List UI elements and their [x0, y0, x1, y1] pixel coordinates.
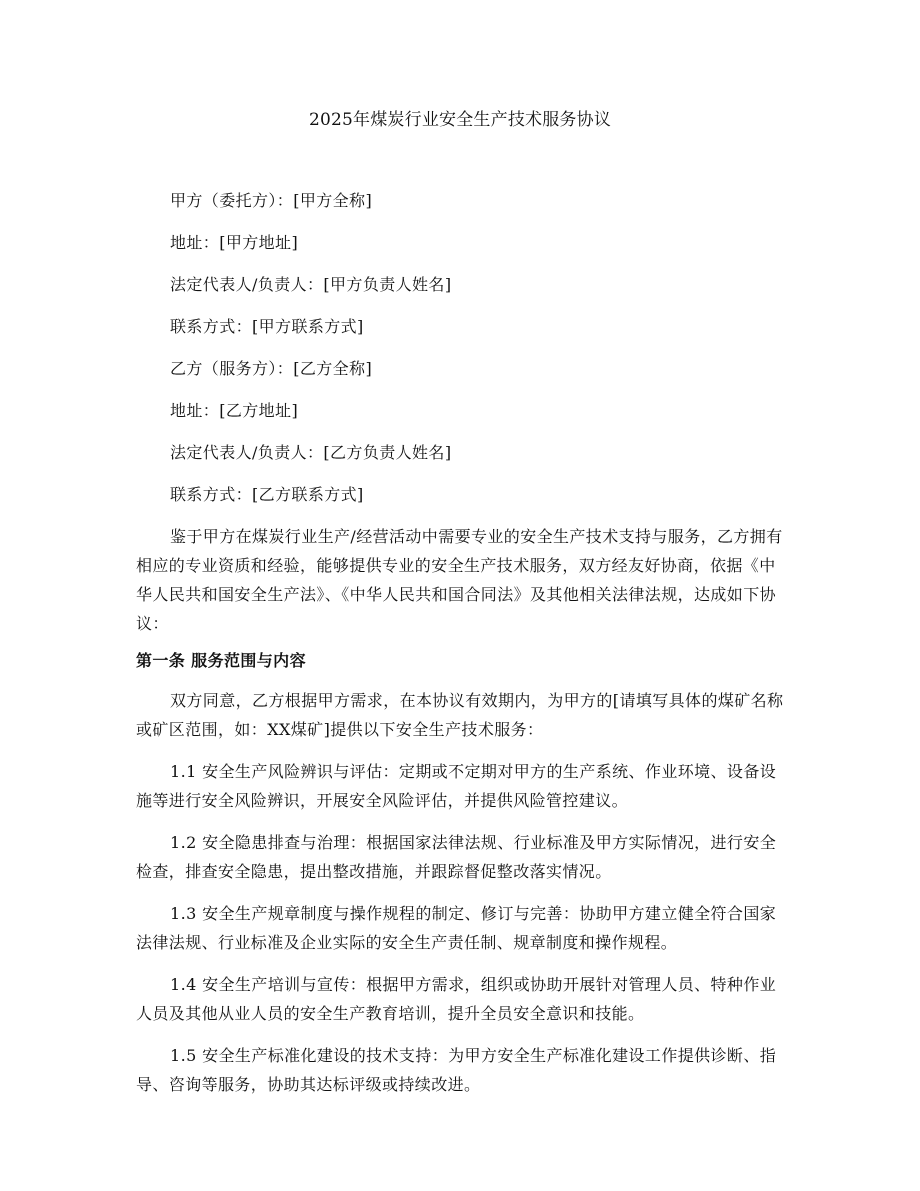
party-b-name: 乙方（服务方）：[乙方全称] — [170, 359, 373, 378]
clause-1-3: 1.3 安全生产规章制度与操作规程的制定、修订与完善：协助甲方建立健全符合国家法律法规、行业标准及企业实际的安全生产责任制、规章制度和操作规程。 — [136, 904, 777, 952]
party-b-contact: 联系方式：[乙方联系方式] — [170, 485, 364, 504]
clause-1-2: 1.2 安全隐患排查与治理：根据国家法律法规、行业标准及甲方实际情况，进行安全检查，排查安全隐患，提出整改措施，并跟踪督促整改落实情况。 — [136, 833, 777, 881]
article-1-heading: 第一条 服务范围与内容 — [136, 651, 306, 670]
party-a-contact: 联系方式：[甲方联系方式] — [170, 317, 364, 336]
party-a-address: 地址：[甲方地址] — [170, 233, 299, 252]
party-a-name: 甲方（委托方）：[甲方全称] — [170, 191, 373, 210]
clause-1-1: 1.1 安全生产风险辨识与评估：定期或不定期对甲方的生产系统、作业环境、设备设施等进行安全风险辨识，开展安全风险评估，并提供风险管控建议。 — [136, 762, 777, 810]
party-b-representative: 法定代表人/负责人：[乙方负责人姓名] — [170, 443, 452, 462]
party-b-address: 地址：[乙方地址] — [170, 401, 299, 420]
document-title: 2025年煤炭行业安全生产技术服务协议 — [308, 110, 612, 130]
party-a-representative: 法定代表人/负责人：[甲方负责人姓名] — [170, 275, 452, 294]
preamble-paragraph: 鉴于甲方在煤炭行业生产/经营活动中需要专业的安全生产技术支持与服务，乙方拥有相应的专业资质和经验，能够提供专业的安全生产技术服务，双方经友好协商，依据《中华人民共和国安全生产法》、《中华人民共和国合同法》及其他相关法律法规，达成如下协议： — [136, 527, 783, 633]
clause-1-4: 1.4 安全生产培训与宣传：根据甲方需求，组织或协助开展针对管理人员、特种作业人员及其他从业人员的安全生产教育培训，提升全员安全意识和技能。 — [136, 975, 777, 1023]
clause-1-5: 1.5 安全生产标准化建设的技术支持：为甲方安全生产标准化建设工作提供诊断、指导、咨询等服务，协助其达标评级或持续改进。 — [136, 1046, 777, 1094]
article-1-intro: 双方同意，乙方根据甲方需求，在本协议有效期内，为甲方的[请填写具体的煤矿名称或矿区范围，如：XX煤矿]提供以下安全生产技术服务： — [136, 691, 784, 739]
